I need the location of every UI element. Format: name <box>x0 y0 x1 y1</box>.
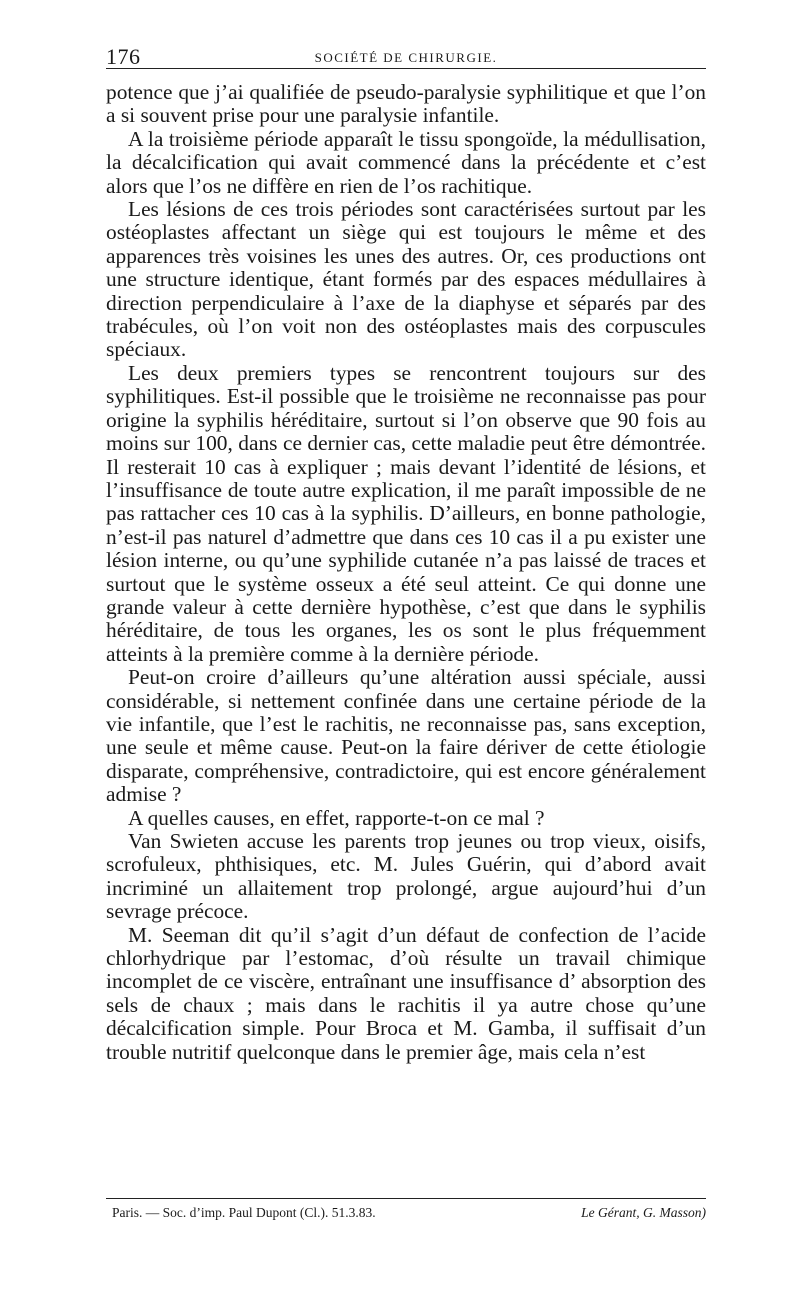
paragraph: M. Seeman dit qu’il s’agit d’un défaut de confection de l’acide chlorhydrique par l’estomac, d’où résulte un travail chimique incomplet de ce viscère, entraînant une insuffisance d’ absorption des sels de chaux ; mais dans le rachitis il ya autre chose qu’une décalcification simple. Pour Broca et M. Gamba, il suffisait d’un trouble nutritif quelconque dans le premier âge, mais cela n’est <box>106 922 706 1064</box>
paragraph: A quelles causes, en effet, rapporte-t-on ce mal ? <box>128 805 545 830</box>
paragraph: Les lésions de ces trois périodes sont caractérisées surtout par les ostéoplastes affectant un siège qui est toujours le même et des apparences très voisines les unes des autres. Or, ces productions ont une structure identique, étant formés par des espaces médullaires à direction perpendiculaire à l’axe de la diaphyse et séparés par des trabécules, où l’on voit non des ostéoplastes mais des corpuscules spéciaux. <box>106 197 706 362</box>
running-head: SOCIÉTÉ DE CHIRURGIE. <box>314 50 498 65</box>
body-text <box>106 81 706 1064</box>
paragraph-continuation: potence que j’ai qualifiée de pseudo-paralysie syphilitique et que l’on a si souvent prise pour une paralysie infantile. <box>106 80 706 128</box>
paragraph: Peut-on croire d’ailleurs qu’une altération aussi spéciale, aussi considérable, si nettement confinée dans une certaine période de la vie infantile, que l’est le rachitis, ne reconnaisse pas, sans exception, une seule et même cause. Peut-on la faire dériver de cette étiologie disparate, compréhensive, contradictoire, qui est encore généralement admise ? <box>106 665 706 807</box>
paragraph: Les deux premiers types se rencontrent toujours sur des syphilitiques. Est-il possible que le troisième ne reconnaisse pas pour origine la syphilis héréditaire, surtout si l’on observe que 90 fois au moins sur 100, dans ce dernier cas, cette maladie peut être démontrée. Il resterait 10 cas à expliquer ; mais devant l’identité de lésions, et l’insuffisance de toute autre explication, il me paraît impossible de ne pas rattacher ces 10 cas à la syphilis. D’ailleurs, en bonne pathologie, n’est-il pas naturel d’admettre que dans ces 10 cas il a pu exister une lésion interne, ou qu’une syphilide cutanée n’a pas laissé de traces et surtout que le système osseux a été seul atteint. Ce qui donne une grande valeur à cette dernière hypothèse, c’est que dans le syphilis héréditaire, de tous les organes, les os sont le plus fréquemment atteints à la première comme à la dernière période. <box>106 360 706 666</box>
printer-imprint: Paris. — Soc. d’imp. Paul Dupont (Cl.). 51.3.83. <box>112 1205 376 1220</box>
document-page <box>106 40 706 1220</box>
paragraph: A la troisième période apparaît le tissu spongoïde, la médullisation, la décalcification qui avait commencé dans la précédente et c’est alors que l’os ne diffère en rien de l’os rachitique. <box>106 126 706 198</box>
printer-footer <box>106 1198 706 1224</box>
page-header <box>106 40 706 69</box>
gerant-signature: Le Gérant, G. Masson) <box>581 1205 706 1220</box>
page-number: 176 <box>106 44 141 69</box>
paragraph: Van Swieten accuse les parents trop jeunes ou trop vieux, oisifs, scrofuleux, phthisiques, etc. M. Jules Guérin, qui d’abord avait incriminé un allaitement trop prolongé, argue aujourd’hui d’un sevrage précoce. <box>106 829 706 924</box>
